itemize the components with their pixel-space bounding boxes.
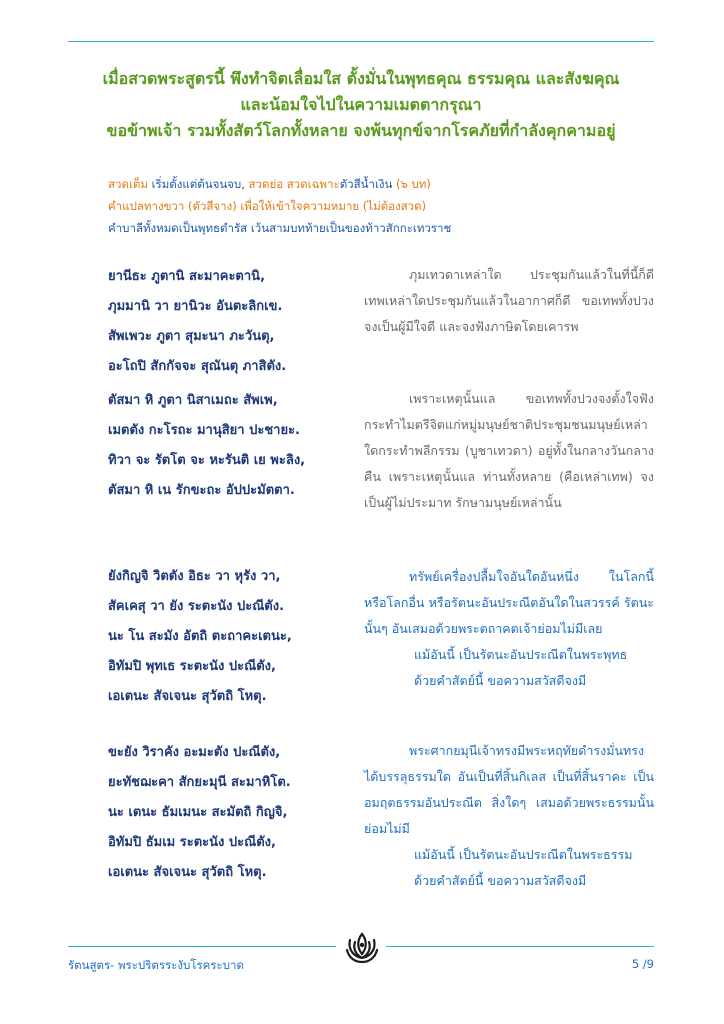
note-line-2: คำแปลทางขวา (ตัวสีจาง) เพื่อให้เข้าใจความหมาย (ไม่ต้องสวด) (108, 199, 427, 213)
footer-page-number: 5 /9 (631, 957, 654, 971)
pali-line: เมตตัง กะโรถะ มานุสิยา ปะชายะ. (108, 423, 300, 438)
note-full-desc: เริ่มตั้งแต่ต้นจนจบ, (147, 177, 249, 191)
verse-3-pali (108, 562, 292, 712)
footer-rule-right (386, 946, 654, 947)
verse-2-pali (108, 386, 305, 506)
pali-line: ตัสมา หิ ภูตา นิสาเมถะ สัพเพ, (108, 393, 278, 408)
pali-line: ยังกิญจิ วิตตัง อิธะ วา หุรัง วา, (108, 569, 281, 584)
pali-line: นะ โน สะมัง อัตถิ ตะถาคะเตนะ, (108, 629, 292, 644)
pali-line: อิทัมปิ พุทเธ ระตะนัง ปะณีตัง, (108, 659, 276, 674)
header-rule (68, 41, 654, 42)
intro-block (68, 66, 654, 144)
pali-line: ทิวา จะ รัตโต จะ หะรันติ เย พะลิง, (108, 453, 306, 468)
translation-refrain-1: แม้อันนี้ เป็นรัตนะอันประณีตในพระพุทธ (414, 647, 628, 662)
note-count: (๖ บท) (392, 177, 431, 191)
pali-line: สัคเคสุ วา ยัง ระตะนัง ปะณีตัง. (108, 599, 285, 614)
verse-1-translation (364, 262, 654, 340)
pali-line: ตัสมา หิ เน รักขะถะ อัปปะมัตตา. (108, 483, 295, 498)
translation-text: เพราะเหตุนั้นแล ขอเทพทั้งปวงจงตั้งใจฟัง กระทำไมตรีจิตแก่หมู่มนุษย์ชาติประชุมชนมนุษย์เหล่าใดกระทำพลีกรรม (บูชาเทวดา) อยู่ทั้งในกลางวันกลางคืน เพราะเหตุนั้นแล ท่านทั้งหลาย (คือเหล่าเทพ) จงเป็นผู้ไม่ประมาท รักษามนุษย์เหล่านั้น (364, 391, 654, 510)
note-short-label: สวดย่อ สวดเฉพาะ (248, 177, 340, 191)
pali-line: ขะยัง วิราคัง อะมะตัง ปะณีตัง, (108, 745, 281, 760)
verse-2-translation (364, 386, 654, 516)
footer-document-title: รัตนสูตร- พระปริตรระงับโรคระบาด (68, 958, 244, 972)
pali-line: ยะทัชฌะคา สักยะมุนี สะมาหิโต. (108, 775, 291, 790)
translation-refrain-2: ด้วยคำสัตย์นี้ ขอความสวัสดีจงมี (414, 673, 587, 688)
pali-line: อะโถปิ สักกัจจะ สุณันตุ ภาสิตัง. (108, 359, 287, 374)
pali-line: เอเตนะ สัจเจนะ สุวัตถิ โหตุ. (108, 865, 267, 880)
verse-4-pali (108, 738, 291, 888)
verse-4-translation (364, 738, 654, 894)
translation-refrain-2: ด้วยคำสัตย์นี้ ขอความสวัสดีจงมี (414, 873, 587, 888)
translation-text: พระศากยมุนีเจ้าทรงมีพระหฤทัยดำรงมั่นทรงได้บรรลุธรรมใด อันเป็นที่สิ้นกิเลส เป็นที่สิ้นราคะ เป็นอมฤตธรรมอันประณีต สิ่งใดๆ เสมอด้วยพระธรรมนั้นย่อมไม่มี (364, 743, 654, 836)
note-blue-text: ตัวสีน้ำเงิน (339, 177, 393, 191)
intro-line-3: ขอข้าพเจ้า รวมทั้งสัตว์โลกทั้งหลาย จงพ้นทุกข์จากโรคภัยที่กำลังคุกคามอยู่ (106, 121, 616, 140)
pali-line: นะ เตนะ ธัมเมนะ สะมัตถิ กิญจิ, (108, 805, 288, 820)
footer-rule-left (68, 946, 336, 947)
pali-line: ภุมมานิ วา ยานิวะ อันตะลิกเข. (108, 299, 283, 314)
chanting-notes (108, 173, 451, 239)
verse-1-pali (108, 262, 286, 382)
verse-3-translation (364, 564, 654, 694)
intro-line-1: เมื่อสวดพระสูตรนี้ พึงทำจิตเลื่อมใส ตั้งมั่นในพุทธคุณ ธรรมคุณ และสังฆคุณ (102, 69, 620, 88)
lotus-logo-icon (343, 930, 381, 966)
pali-line: สัพเพวะ ภูตา สุมะนา ภะวันตุ, (108, 329, 275, 344)
note-line-3: คำบาลีทั้งหมดเป็นพุทธดำรัส เว้นสามบทท้ายเป็นของท้าวสักกะเทวราช (108, 221, 452, 235)
translation-refrain-1: แม้อันนี้ เป็นรัตนะอันประณีตในพระธรรม (414, 847, 633, 862)
pali-line: ยานีธะ ภูตานิ สะมาคะตานิ, (108, 269, 266, 284)
translation-text: ภุมเทวดาเหล่าใด ประชุมกันแล้วในที่นี้ก็ดี เทพเหล่าใดประชุมกันแล้วในอากาศก็ดี ขอเทพทั้งปวง จงเป็นผู้มีใจดี และจงฟังภาษิตโดยเคารพ (364, 267, 654, 334)
note-line-1 (108, 173, 451, 195)
note-full-label: สวดเต็ม (108, 177, 148, 191)
pali-line: อิทัมปิ ธัมเม ระตะนัง ปะณีตัง, (108, 835, 276, 850)
pali-line: เอเตนะ สัจเจนะ สุวัตถิ โหตุ. (108, 689, 267, 704)
translation-text: ทรัพย์เครื่องปลื้มใจอันใดอันหนึ่ง ในโลกนี้ หรือโลกอื่น หรือรัตนะอันประณีตอันใดในสวรรค์ รัตนะนั้นๆ อันเสมอด้วยพระตถาคตเจ้าย่อมไม่มีเลย (364, 569, 654, 636)
intro-line-2: และน้อมใจไปในความเมตตากรุณา (240, 95, 482, 114)
